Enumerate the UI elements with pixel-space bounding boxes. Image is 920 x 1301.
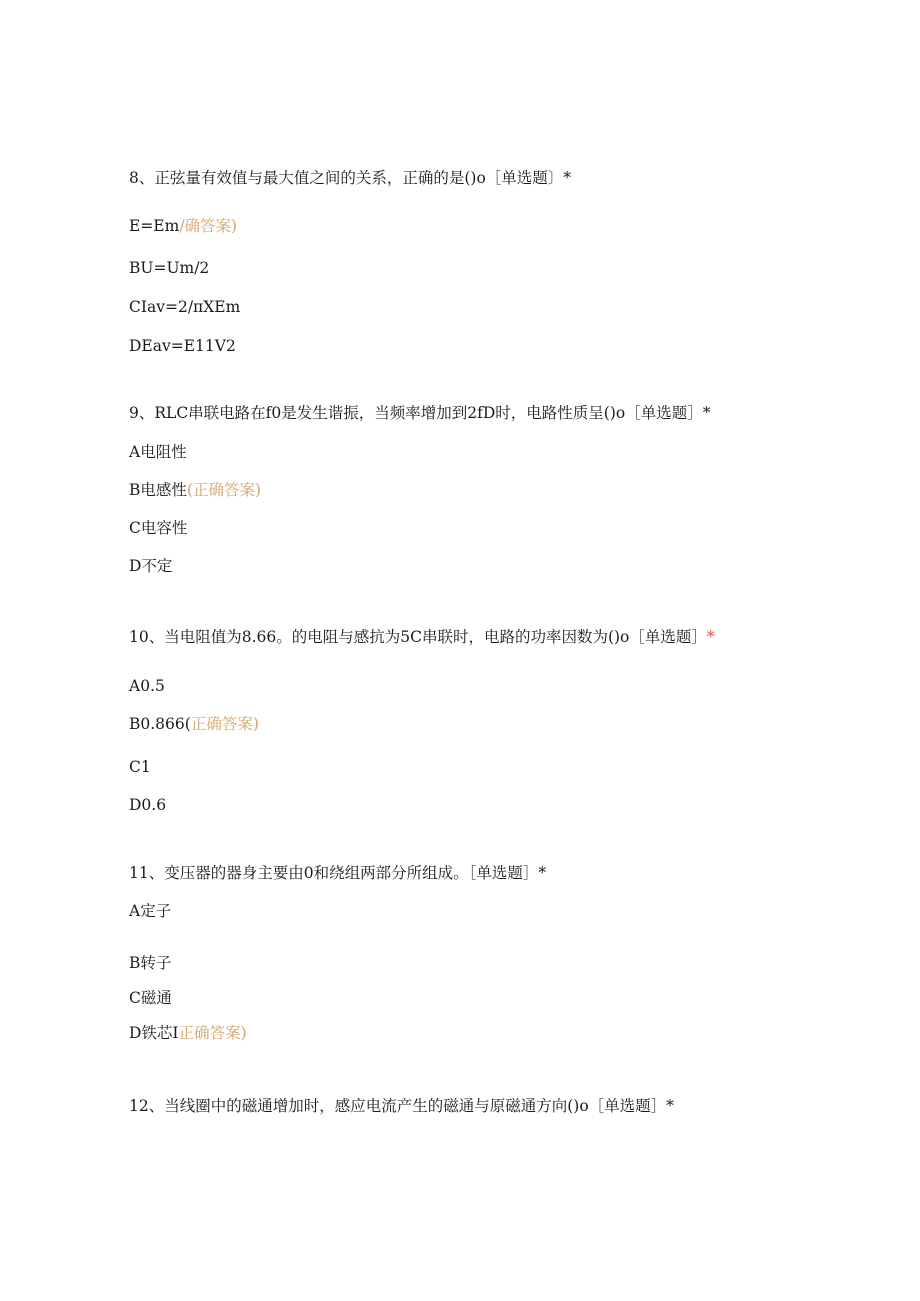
question-10-option-c[interactable]: C1 [129,758,151,776]
question-10-option-d[interactable]: D0.6 [129,796,167,814]
question-12-title: 12、当线圈中的磁通增加时，感应电流产生的磁通与原磁通方向()o［单选题］* [129,1097,674,1115]
correct-answer-tag: (正确答案) [186,481,261,499]
required-mark: * [538,864,547,882]
question-9-title: 9、RLC串联电路在f0是发生谐振，当频率增加到2fD时，电路性质呈()o［单选题］* [129,404,711,422]
question-11-option-c[interactable]: C磁通 [129,989,172,1007]
question-8-option-c[interactable]: CIav=2/πXEm [129,298,241,316]
question-11-option-b[interactable]: B转子 [129,954,172,972]
question-8-option-d[interactable]: DEav=E11V2 [129,337,236,355]
question-10-option-b[interactable]: B0.866(正确答案) [129,715,259,733]
correct-answer-tag: 正确答案) [190,715,259,733]
correct-answer-tag: /确答案) [179,217,238,235]
required-mark: * [702,404,711,422]
question-9-option-a[interactable]: A电阻性 [129,443,187,461]
question-8-title: 8、正弦量有效值与最大值之间的关系，正确的是()o［单选题〕* [129,169,572,187]
required-mark: * [666,1097,674,1115]
question-9-option-d[interactable]: D不定 [129,557,173,575]
required-mark: * [563,169,572,187]
required-mark: * [706,628,715,646]
question-8-option-a[interactable]: E=Em/确答案) [129,217,238,235]
question-11-option-a[interactable]: A定子 [129,902,172,920]
question-10-option-a[interactable]: A0.5 [129,677,165,695]
question-11-title: 11、变压器的器身主要由0和绕组两部分所组成。［单选题］* [129,864,547,882]
question-9-option-c[interactable]: C电容性 [129,519,188,537]
correct-answer-tag: 正确答案) [178,1024,247,1042]
question-9-option-b[interactable]: B电感性(正确答案) [129,481,261,499]
question-10-title: 10、当电阻值为8.66。的电阻与感抗为5C串联时，电路的功率因数为()o［单选题］* [129,628,715,646]
question-11-option-d[interactable]: D铁芯I正确答案) [129,1024,247,1042]
question-8-option-b[interactable]: BU=Um/2 [129,259,210,277]
